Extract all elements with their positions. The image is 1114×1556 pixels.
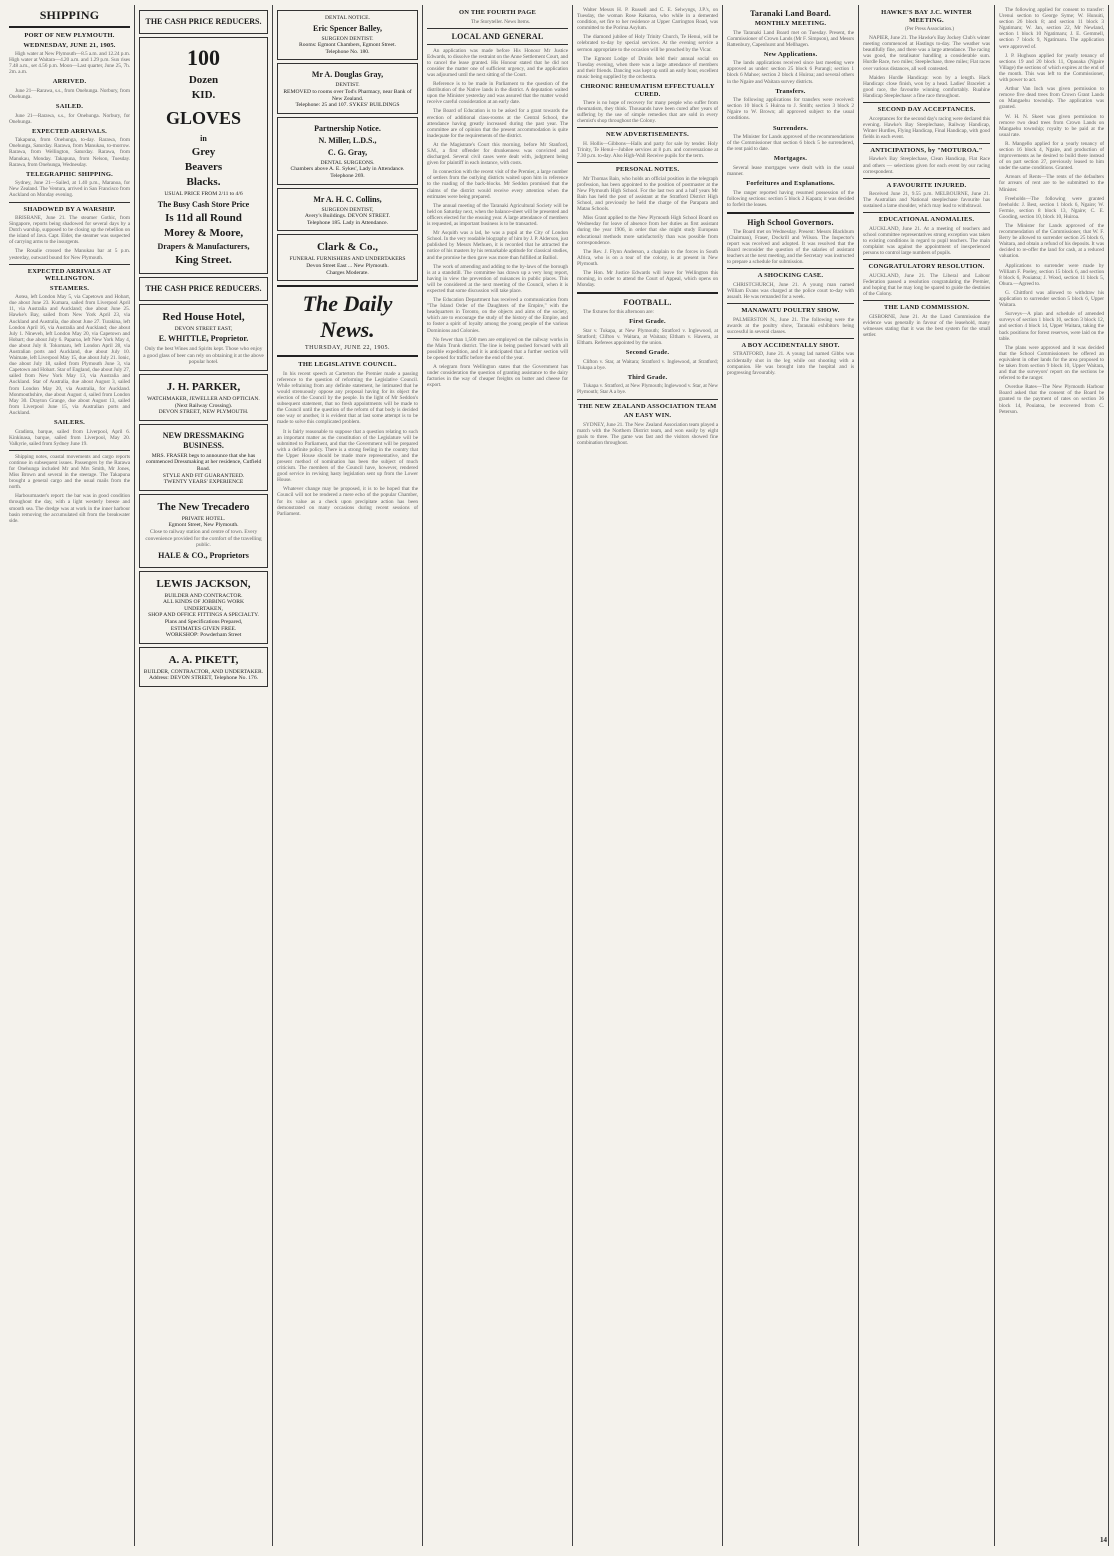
parker-watchmaker-ad: J. H. PARKER, WATCHMAKER, JEWELLER AND OPTICIAN. (Next Railway Crossing). DEVON STREET, NEW PLYMOUTH. [139, 374, 268, 421]
sailers-heading: SAILERS. [53, 419, 86, 427]
hawkes-bay-heading: HAWKE'S BAY J.C. WINTER MEETING. [881, 9, 972, 24]
masthead: The Daily News. [302, 291, 393, 343]
steamers-heading: STEAMERS. [49, 284, 90, 292]
column-sport-telegrams: HAWKE'S BAY J.C. WINTER MEETING. (Per Press Association.) NAPIER, June 21. The Hawke's Bay Jockey Club's winter meeting commenced at Hastings to-day. The weather was beautifully fine, and there was a large attendance. The racing was good, the totalisator handling a considerable sum. Hurdle Race, two miles; Steeplechase, three miles; Flat races over various distances, all well contested. Maiden Hurdle Handicap: won by a length. Hack Handicap: close finish, won by a head. Ladies' Bracelet: a good race, the favourite winning comfortably. Ruahine Handicap Steeplechase: a fine race throughout. SECOND DAY ACCEPTANCES. Acceptances for the second day's racing were declared this evening. Hawke's Bay Steeplechase, Railway Handicap, Winter Hurdles, Flying Handicap, Final Handicap, with good fields in each event. ANTICIPATIONS, by "MOTUROA." Hawke's Bay Steeplechase, Clean Handicap, Flat Race and others — selections given for each event by our racing correspondent. A FAVOURITE INJURED. Received June 21, 9.55 p.m. MELBOURNE, June 21. The Australian and National steeplechase favourite has sustained a lame shoulder, which may lead to withdrawal. EDUCATIONAL ANOMALIES. AUCKLAND, June 21. At a meeting of teachers and school committee representatives strong exception was taken to existing conditions in regard to pupil teachers. The main complaint was against the appointment of inexperienced persons to control large numbers of pupils. CONGRATULATORY RESOLUTION. AUCKLAND, June 21. The Liberal and Labour Federation passed a resolution congratulating the Premier, and hoping that he may long be spared to guide the destinies of the Colony. THE LAND COMMISSION. GISBORNE, June 21. At the Land Commission the evidence was generally in favour of the leasehold, many witnesses stating that it was the best system for the small settler. [859, 5, 995, 1546]
surrenders-heading: Surrenders. [772, 124, 809, 132]
dressmaking-ad: NEW DRESSMAKING BUSINESS. MRS. FRASER begs to announce that she has commenced Dressmaking at her residence, Cutfield Road. STYLE AND FIT GUARANTEED. TWENTY YEARS' EXPERIENCE [139, 424, 268, 491]
partnership-ad: Partnership Notice. N. Miller, L.D.S., C. G. Gray, DENTAL SURGEONS. Chambers above A. E. Sykes', Lady in Attendance. Telephone 269. [277, 117, 418, 185]
column-professional: DENTAL NOTICE. Eric Spencer Balley, SURGEON DENTIST. Rooms: Egmont Chambers, Egmont Street. Telephone No. 180. Mr A. Douglas Gray, DENTIST. REMOVED to rooms over Tod's Pharmacy, near Bank of New Zealand. Telephone: 25 and 107. SYKES' BUILDINGS Partnership Notice. N. Miller, L.D.S., C. G. Gray, DENTAL SURGEONS. Chambers above A. E. Sykes', Lady in Attendance. Telephone 269. Mr A. H. C. Collins, SURGEON DENTIST, Avery's Buildings. DEVON STREET. Telephone 185. Lady in Attendance. Clark & Co., FUNERAL FURNISHERS AND UNDERTAKERS Devon Street East ... New Plymouth. Charges Moderate. The Daily News. THURSDAY, JUNE 22, 1905. THE LEGISLATIVE COUNCIL. In his recent speech at Carterton the Premier made a passing reference to the question of reforming the Legislative Council. While refraining from any definite statement, he intimated that he would strenuously oppose any proposal having for its object the election of the Council by the people. In the light of Mr Seddon's subsequent statement, that no fresh appointments will be made to the Council until the question of the reform of that body is decided one way or another, it is evident that at last some attempt is to be made to solve this complicated problem. It is fairly reasonable to suppose that a question relating to such an important matter as the constitution of the Legislature will be submitted to Parliament, and that the Government will be prepared with a definite policy. There is a strong feeling in the country that the Upper House should be made more representative, and the present method of nomination has been the subject of much criticism. The members of the Council have, however, rendered good service in revising hasty legislation sent up from the Lower House. Whatever change may be proposed, it is to be hoped that the Council will not be rendered a mere echo of the popular Chamber, for its value as a check upon precipitate action has been demonstrated on many occasions during recent sessions of Parliament. [273, 5, 423, 1546]
manawatu-heading: MANAWATU POULTRY SHOW. [741, 307, 840, 315]
new-ads-heading: NEW ADVERTISEMENTS. [606, 131, 689, 139]
third-grade-heading: Third Grade. [627, 373, 668, 381]
high-school-heading: High School Governors. [747, 217, 834, 227]
arrived-heading: ARRIVED. [52, 78, 87, 86]
second-grade-heading: Second Grade. [625, 349, 670, 357]
pikett-ad: A. A. PIKETT, BUILDER, CONTRACTOR, AND UNDERTAKER. Address: DEVON STREET, Telephone No. 176. [139, 647, 268, 687]
red-house-hotel-ad: Red House Hotel, DEVON STREET EAST, E. WHITTLE, Proprietor. Only the best Wines and Spirits kept. Those who enjoy a good glass of beer can rely on obtaining it at the above popular hotel. [139, 304, 268, 371]
sailed-heading: SAILED. [55, 103, 84, 111]
educational-anomalies-heading: EDUCATIONAL ANOMALIES. [878, 216, 975, 224]
easy-win-heading: AN EASY WIN. [623, 412, 672, 420]
mortgages-heading: Mortgages. [773, 155, 808, 163]
transfers-heading: Transfers. [775, 87, 806, 95]
dateline: THURSDAY, JUNE 22, 1905. [304, 345, 390, 352]
forfeitures-heading: Forfeitures and Explanations. [746, 180, 835, 187]
boy-shot-heading: A BOY ACCIDENTALLY SHOT. [741, 341, 840, 349]
column-ads-left [135, 5, 273, 1546]
second-day-heading: SECOND DAY ACCEPTANCES. [877, 106, 976, 114]
land-commission-heading: THE LAND COMMISSION. [883, 304, 970, 312]
clark-undertakers-ad: Clark & Co., FUNERAL FURNISHERS AND UNDERTAKERS Devon Street East ... New Plymouth. Charges Moderate. [277, 234, 418, 281]
shipping-date: WEDNESDAY, JUNE 21, 1905. [23, 41, 116, 49]
column-shipping: SHIPPING PORT OF NEW PLYMOUTH. WEDNESDAY, JUNE 21, 1905. High water at New Plymouth—8.5 a.m. and 12.24 p.m. High water at Waitara—4.20 a.m. and 1.29 p.m. Sun rises 7.48 a.m., set 4.56 p.m. Moon—Last quarter, June 25, 7h. 2m. a.m. ARRIVED. June 21—Rarawa, s.s., from Onehunga. Norbury, from Onehunga. SAILED. June 21—Rarawa, s.s., for Onehunga. Norbury, for Onehunga. EXPECTED ARRIVALS. Takapuna, from Onehunga, to-day. Rarawa, from Onehunga, Saturday. Rarawa, from Manukau, to-morrow. Rarawa, from Wellington, Saturday. Rarawa, from Manukau, Monday. Takapuna, from Nelson, Tuesday. Rarawa, from Onehunga, Wednesday. TELEGRAPHIC SHIPPING. Sydney, June 21—Sailed, at 1.40 p.m., Maranoa, for New Zealand. The Ventura, arrived in San Francisco from Auckland on Monday evening. SHADOWED BY A WARSHIP. BRISBANE, June 21. The steamer Gothic, from Singapore, reports being shadowed for several days by a Dutch warship, supposed to be closing up the rebellion on the island of Java. Capt. Elder, the steamer was suspected of carrying arms to the insurgents. The Rosalie crossed the Manukau bar at 5 p.m. yesterday, outward bound for New Plymouth. EXPECTED ARRIVALS AT WELLINGTON. STEAMERS. Aotea, left London May 5, via Capetown and Hobart, due about June 23. Kumara, sailed from Liverpool April 11, via Australia and Auckland; due about June 25. Hawke's Bay, sailed from New York April 23, via Auckland and Australia, due about June 27. Turakina, left London April 16, via Australia and Auckland; due about July 1. Nineveh, left London May 20, via Capetown and Hobart; due about July 6. Paparoa, left New York May 4, due about July 8. Tokomaru, left London April 28, via Australian ports and Auckland, due about July 10. Waimate, left Liverpool May 15, due about July 21. Ionic, due about July 18, sailed from Plymouth June 3, via Capetown and Hobart. Star of England, due about July 27, sailed from New York May 13, via Australia and Auckland. Star of Australia, due about August 3, sailed from London May 20, via Australia, for Auckland. Monmouthshire, due about August 4, sailed from London May 30. Drayton Grange, due about August 13, sailed from Liverpool June 15, via Australian ports and Auckland. SAILERS. Gradinta, barque, sailed from Liverpool, April 6. Kinkinasa, barque, sailed from Liverpool, May 20. Valkyrie, sailed from Sydney June 19. Shipping notes, coastal movements and cargo reports continue in subsequent issues. Passengers by the Rarawa for Onehunga included Mr and Mrs Smith, Mr Jones, Miss Brown and several in the steerage. The Takapuna brought a general cargo and the usual mails from the north. Harbourmaster's report: the bar was in good condition throughout the day, with a light westerly breeze and smooth sea. The dredge was at work in the inner harbour basin removing the accumulated silt from the breakwater side. [5, 5, 135, 1546]
personal-heading: PERSONAL NOTES. [615, 166, 680, 174]
newspaper-page [5, 5, 1109, 1546]
lewis-jackson-ad: LEWIS JACKSON, BUILDER AND CONTRACTOR. ALL KINDS OF JOBBING WORK UNDERTAKEN, SHOP AND OFFICE FITTINGS A SPECIALTY. Plans and Specifications Prepared, ESTIMATES GIVEN FREE. WORKSHOP: Powderham Street [139, 571, 268, 644]
kid-gloves-ad: 100 Dozen KID. GLOVES in Grey Beavers Blacks. USUAL PRICE FROM 2/11 to 4/6 The Busy Cash Store Price Is 11d all Round Morey & Moore, Drapers & Manufacturers, King Street. [139, 37, 268, 274]
land-board-heading: Taranaki Land Board. [750, 9, 831, 18]
column-local-general: ON THE FOURTH PAGE The Storyteller. News Items. LOCAL AND GENERAL An application was made before His Honour Mr Justice Edwards, to dissolve the restraint on the Anne Settlement Court, and to cancel the lease granted. His Honour stated that he did not consider the matter one of sufficient urgency, and the application was adjourned until the next sitting of the Court. Reference is to be made in Parliament to the question of the distribution of the Native lands in the district. A deputation waited upon the Minister yesterday and was assured that the matter would receive careful consideration at an early date. The Board of Education is to be asked for a grant towards the erection of additional class-rooms at the Central School, the attendance having greatly increased during the past year. The committee are of opinion that the present accommodation is quite inadequate for the requirements of the district. At the Magistrate's Court this morning, before Mr Stanford, S.M., a first offender for drunkenness was convicted and discharged. Several civil cases were dealt with, judgment being given for plaintiff in each instance, with costs. In connection with the recent visit of the Premier, a large number of settlers from the outlying districts waited upon him in reference to the roading of the back-blocks. Mr Seddon promised that the claims of the district would receive every attention when the estimates were being prepared. The annual meeting of the Taranaki Agricultural Society will be held on Saturday next, when the balance-sheet will be presented and officers elected for the ensuing year. A large attendance of members is requested, as important business is to be transacted. Mr Asquith was a lad, he was a pupil at the City of London School. In the very readable biography of him by J. P. Alderson, just published by Messrs Methuen, it is recorded that he attracted the notice of his masters by his remarkable aptitude for classical studies, and the promise he then gave was more than fulfilled at Balliol. The work of amending and adding to the by-laws of the borough is at a standstill. The committee has drawn up a very long report, having in view the prevention of nuisances in public places. This will be considered at the next meeting of the Council, when it is expected that some discussion will take place. The Education Department has received a communication from "The Island Order of the Daughters of the Empire," with the headquarters in Toronto, on the objects and aims of the society, which are to encourage the study of the history of the Empire, and to foster a spirit of loyalty among the young people of the various Dominions and Colonies. No fewer than 1,500 men are employed on the railway works in the Main Trunk district. The line is being pushed forward with all possible expedition, and it is anticipated that a further section will be opened for traffic before the end of the year. A telegram from Wellington states that the Government has under consideration the question of granting assistance to the dairy factories in the way of cheaper freights on butter and cheese for export. [423, 5, 573, 1546]
anticipations-heading: ANTICIPATIONS, by "MOTUROA." [870, 146, 983, 154]
warship-heading: SHADOWED BY A WARSHIP. [23, 205, 116, 213]
cash-price-reducers-ad: THE CASH PRICE REDUCERS. [139, 10, 268, 34]
page-number: 14 [1100, 1536, 1107, 1544]
cash-price-reducers-ad-2: THE CASH PRICE REDUCERS. [139, 277, 268, 301]
rheumatism-heading: CHRONIC RHEUMATISM EFFECTUALLY CURED. [580, 83, 715, 98]
column-land-board: Taranaki Land Board. MONTHLY MEETING. The Taranaki Land Board met on Tuesday. Present, the Commissioner of Crown Lands (Mr F. Simpson), and Messrs Rattenbury, Capenhurst and Mellhagen. New Applications. The lands applications received since last meeting were approved as under: section 25 block 6 Purangi; section 1 block 6 Mahoe; section 2 block 4 Huiroa; and several others in the Ngaire and Waitara survey districts. Transfers. The following applications for transfers were received: section 10 block 5 Huiroa to J. Smith; section 3 block 2 Ngaire to W. Brown; all approved subject to the usual conditions. Surrenders. The Minister for Lands approved of the recommendations of the Commissioner that section 6 block 5 be surrendered, the rent paid to date. Mortgages. Several lease mortgages were dealt with in the usual manner. Forfeitures and Explanations. The ranger reported having resumed possession of the following sections: section 5 block 2 Kapara; it was decided to forfeit the leases. High School Governors. The Board met on Wednesday. Present: Messrs Blackburn (Chairman), Fraser, Dockrill and Wilson. The Inspector's report was received and adopted. It was resolved that the Board reconsider the question of the salaries of assistant teachers at the next meeting, and the Secretary was instructed to prepare a schedule for submission. A SHOCKING CASE. CHRISTCHURCH, June 21. A young man named William Evans was charged at the police court to-day with assault. He was remanded for a week. MANAWATU POULTRY SHOW. PALMERSTON N., June 21. The following were the awards at the poultry show, Taranaki exhibitors being successful in several classes. A BOY ACCIDENTALLY SHOT. STRATFORD, June 21. A young lad named Gibbs was accidentally shot in the leg while out shooting with a companion. He was brought into the hospital and is progressing favourably. [723, 5, 859, 1546]
dental-notice-ad: DENTAL NOTICE. Eric Spencer Balley, SURGEON DENTIST. Rooms: Egmont Chambers, Egmont Street. Telephone No. 180. [277, 10, 418, 60]
football-heading: FOOTBALL. [623, 298, 672, 308]
fourth-page-heading: ON THE FOURTH PAGE [459, 9, 536, 16]
telegraphs-heading: TELEGRAPHIC SHIPPING. [26, 170, 113, 178]
nzfa-heading: THE NEW ZEALAND ASSOCIATION TEAM [578, 402, 717, 410]
trecadero-hotel-ad: The New Trecadero PRIVATE HOTEL. Egmont Street, New Plymouth. Close to railway station and centre of town. Every convenience provided for the comfort of the travelling public. HALE & CO., Proprietors [139, 494, 268, 568]
new-applications-heading: New Applications. [763, 50, 818, 58]
collins-ad: Mr A. H. C. Collins, SURGEON DENTIST, Avery's Buildings. DEVON STREET. Telephone 185. Lady in Attendance. [277, 188, 418, 232]
legislative-heading: THE LEGISLATIVE COUNCIL. [298, 361, 397, 369]
local-general-heading: LOCAL AND GENERAL [451, 31, 544, 41]
port-heading: PORT OF NEW PLYMOUTH. [24, 32, 115, 39]
expected-heading: EXPECTED ARRIVALS. [32, 127, 107, 135]
column-personal-football: Walter Messrs H. P. Russell and C. E. Selwyngs, J.P.'s, on Tuesday, the woman Rose Rakaroa, who while in a demented condition, set fire to her residence at Upper Carrington Road, was committed to the Porirua Asylum. The diamond jubilee of Holy Trinity Church, Te Henui, will be celebrated to-day by special services. At the evening service a sermon appropriate to the occasion will be preached by the Vicar. The Egmont Lodge of Druids held their annual social on Tuesday evening, when there was a large attendance of members and their friends. Dancing was kept up until an early hour, excellent music being supplied by the orchestra. CHRONIC RHEUMATISM EFFECTUALLY CURED. There is no hope of recovery for many people who suffer from rheumatism, they think. Thousands have been cured after years of suffering by the use of simple remedies that are sold in every chemist's shop throughout the Colony. NEW ADVERTISEMENTS. H. Hollis—Gibbons—Halls and party for sale by tender. Holy Trinity, Te Henui—Jubilee services at 8 p.m. and conversazione at 7.30 p.m. to-day. Also High-Wall Receive pupils for the term. PERSONAL NOTES. Mr Thomas Bain, who holds an official position in the telegraph profession, has been appointed to the position of postmaster at the New Plymouth High School. For the last two and a half years Mr Bain has held the post of assistant at the Stratford District High School, and previously he held the charge of the Parapara and Matau Schools. Miss Grant applied to the New Plymouth High School Board on Wednesday for leave of absence from her duties as first assistant during the year 1906, in order that she might study European educational methods more satisfactorily than was possible from correspondence. The Rev. J. Flynn Anderson, a chaplain to the forces in South Africa, who is on a tour of the colony, is at present in New Plymouth. The Hon. Mr Justice Edwards will leave for Wellington this morning, in order to attend the Court of Appeal, which opens on Monday. FOOTBALL. The fixtures for this afternoon are: First Grade. Star v. Tukapa, at New Plymouth; Stratford v. Inglewood, at Stratford; Clifton v. Waitara, at Waitara; Eltham v. Hawera, at Eltham. Referees appointed by the union. Second Grade. Clifton v. Star, at Waitara; Stratford v. Inglewood, at Stratford; Tukapa a bye. Third Grade. Tukapa v. Stratford, at New Plymouth; Inglewood v. Star, at New Plymouth; Star A a bye. THE NEW ZEALAND ASSOCIATION TEAM AN EASY WIN. SYDNEY, June 21. The New Zealand Association team played a match with the Northern District team, and won easily by eight goals to three. The game was fast and the visitors showed fine combination throughout. [573, 5, 723, 1546]
wellington-heading: EXPECTED ARRIVALS AT WELLINGTON. [27, 267, 112, 283]
shocking-case-heading: A SHOCKING CASE. [757, 272, 824, 280]
congratulatory-heading: CONGRATULATORY RESOLUTION. [868, 263, 985, 271]
favourite-injured-heading: A FAVOURITE INJURED. [886, 181, 967, 189]
shipping-heading: SHIPPING [39, 8, 100, 22]
monthly-meeting-heading: MONTHLY MEETING. [754, 20, 827, 27]
gray-dentist-ad: Mr A. Douglas Gray, DENTIST. REMOVED to rooms over Tod's Pharmacy, near Bank of New Zealand. Telephone: 25 and 107. SYKES' BUILDINGS [277, 63, 418, 113]
first-grade-heading: First Grade. [629, 318, 666, 326]
column-right-narrow: The following applied for consent to transfer: Urenui section to George Syme; W. Hunuiti, section 26 block 8; and section 11 block 3 Ngatimaru; W. Jan, section 22, Mr Newland, section 1 block 10 Ngatimaru; J. E. Gemmell, section 7 block 9, Ngatimaru. The application were approved of. J. P. Hughson applied for yearly tenancy of sections 19 and 20 block 11, Opaoaka (Ngaire Village) the sections of which expires at the end of the month. This was left to the Commissioner, with power to act. Arthur Van Inch was given permission to remove five dead trees from Crown Grant Lands on Mangaehu township. The application was granted. W. H. N. Skeet was given permission to remove two dead trees from Crown Lands on Mangaehu township; royalty to be paid at the usual rate. R. Mangello applied for a yearly tenancy of section 16 block 4, Ngaire, and production of improvements as he desired to build there instead of on part section 27, previously leased to him under the same conditions. Granted. Arrears of Rents—The rents of the defaulters for arrears of rent are to be submitted to the Minister. Freeholds—The following were granted freeholds: J. Best, section 1 block 6, Ngaire; W. Fermie, section 8 block 13, Ngaire; C. E. Gooding, section 10, block 10, Huiroa. The Minister for Lands approved of the recommendation of the Commissioner, that W. F. Berry be allowed to surrender section 25 block 6, Waitara, and obtain a refund of his deposits. It was decided to re-offer the land for cash, at a reduced valuation. Applications to surrender were made by William F. Poeley, section 15 block 6, and section 8 block 6, Pouiatoa; J. Wood, section 11 block 5, Ohura.—Agreed to. G. Chittford was allowed to withdraw his application to surrender section 5 block 6, Upper Waitara. Surveys—A plan and schedule of amended surveys of section 1 block 10, section 3 block 12, and section 4 block 14, Upper Waitara, taking the back positions for forest reserves, were laid on the table. The plans were approved and it was decided that the School Commissioners be offered an equivalent in other lands for the area proposed to be taken from section 9 block 10, Upper Waitara, and that the surveyors' report on the sections be referred to the ranger. Overdue Rates—The New Plymouth Harbour Board asked that the consent of the Board be granted to the payment of rates on section 36 block 14, Pouiatoa, be recovered from C. Peterson. [995, 5, 1109, 1546]
